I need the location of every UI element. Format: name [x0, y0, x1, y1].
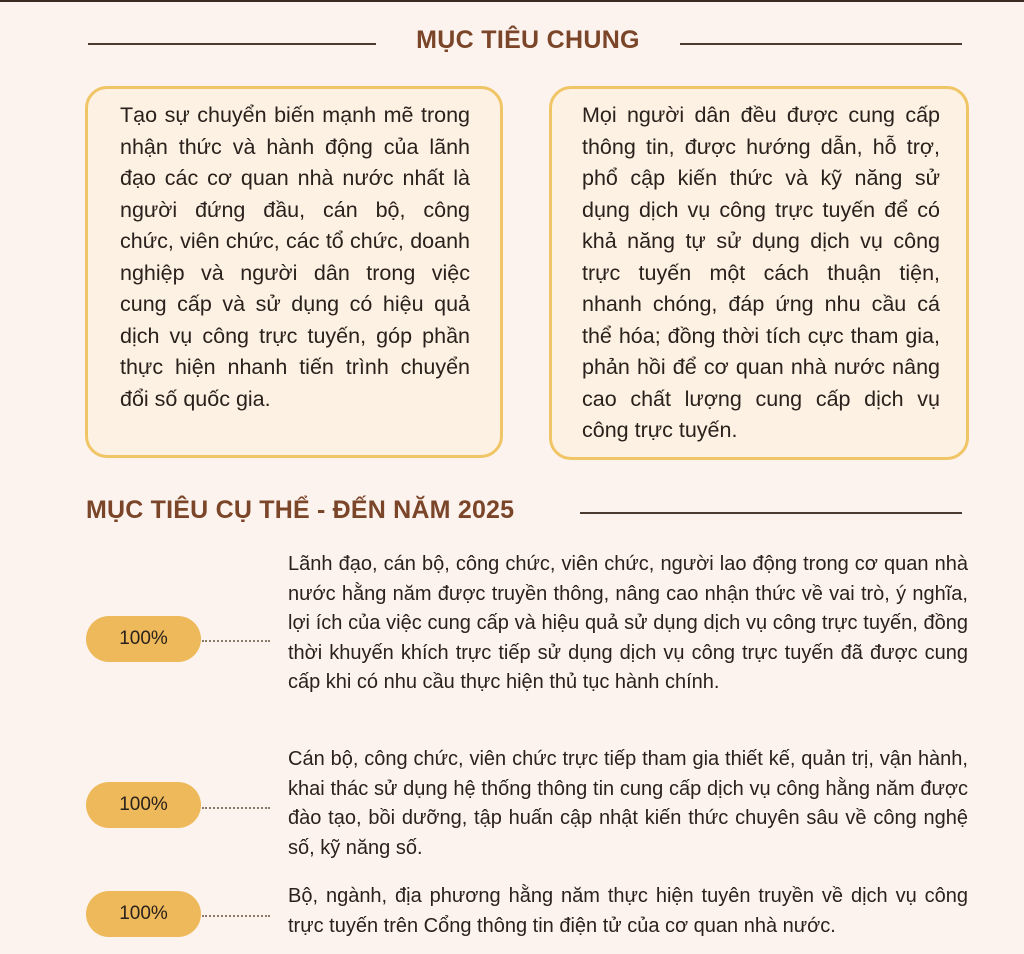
header-divider-right [580, 512, 962, 514]
dotted-connector [202, 807, 270, 809]
specific-objective-header [0, 490, 1024, 540]
header-divider-right [680, 43, 962, 45]
dotted-connector [202, 640, 270, 642]
target-description: Bộ, ngành, địa phương hằng năm thực hiện tuyên truyền về dịch vụ công trực tuyến trên Cổng thông tin điện tử của cơ quan nhà nước. [288, 885, 968, 937]
general-objective-card-right: Mọi người dân đều được cung cấp thông tin, được hướng dẫn, hỗ trợ, phổ cập kiến thức và kỹ năng sử dụng dịch vụ công trực tuyến để có khả năng tự sử dụng dịch vụ công trực tuyến một cách thuận tiện, nhanh chóng, đáp ứng nhu cầu cá thể hóa; đồng thời tích cực tham gia, phản hồi để cơ quan nhà nước nâng cao chất lượng cung cấp dịch vụ công trực tuyến. [549, 86, 969, 460]
top-border [0, 0, 1024, 2]
general-objective-card-left: Tạo sự chuyển biến mạnh mẽ trong nhận thức và hành động của lãnh đạo các cơ quan nhà nước nhất là người đứng đầu, cán bộ, công chức, viên chức, các tổ chức, doanh nghiệp và người dân trong việc cung cấp và sử dụng có hiệu quả dịch vụ công trực tuyến, góp phần thực hiện nhanh tiến trình chuyển đổi số quốc gia. [85, 86, 503, 458]
percent-badge: 100% [86, 891, 201, 937]
header-divider-left [88, 43, 376, 45]
general-objective-header [0, 18, 1024, 68]
general-objective-title: MỤC TIÊU CHUNG [416, 26, 640, 54]
percent-badge: 100% [86, 616, 201, 662]
target-description: Lãnh đạo, cán bộ, công chức, viên chức, người lao động trong cơ quan nhà nước hằng năm được truyền thông, nâng cao nhận thức về vai trò, ý nghĩa, lợi ích của việc cung cấp và hiệu quả sử dụng dịch vụ công trực tuyến, đồng thời khuyến khích trực tiếp sử dụng dịch vụ công trực tuyến đã được cung cấp khi có nhu cầu thực hiện thủ tục hành chính. [288, 553, 968, 693]
specific-objective-title: MỤC TIÊU CỤ THỂ - ĐẾN NĂM 2025 [86, 496, 515, 524]
target-description: Cán bộ, công chức, viên chức trực tiếp tham gia thiết kế, quản trị, vận hành, khai thác sử dụng hệ thống thông tin cung cấp dịch vụ công hằng năm được đào tạo, bồi dưỡng, tập huấn cập nhật kiến thức chuyên sâu về công nghệ số, kỹ năng số. [288, 748, 968, 859]
percent-badge: 100% [86, 782, 201, 828]
dotted-connector [202, 915, 270, 917]
